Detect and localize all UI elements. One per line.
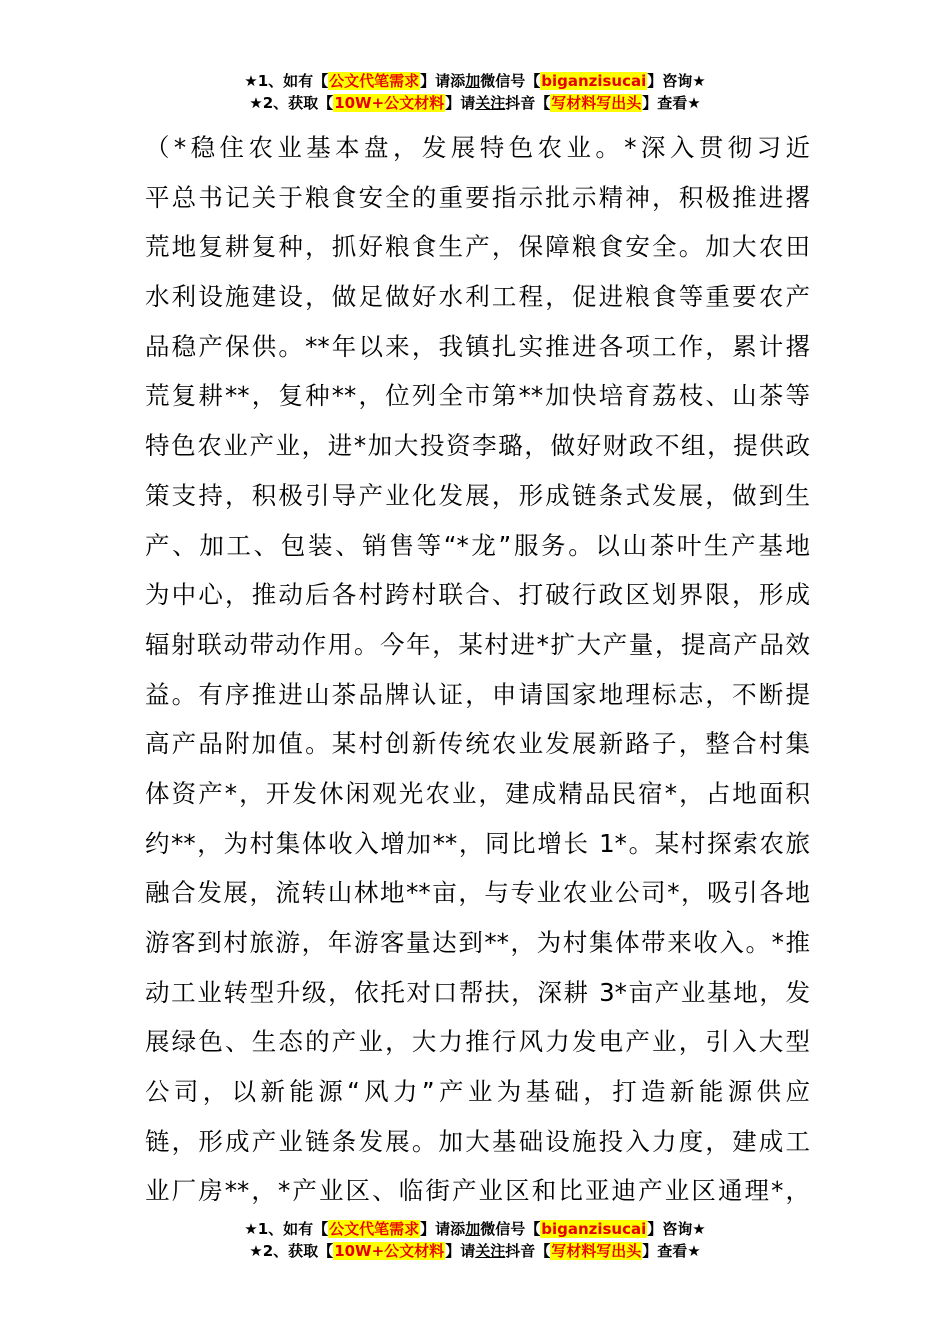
highlight-douyin-account: 写材料写出头 — [551, 1242, 642, 1260]
body-line: 游客到村旅游，年游客量达到**，为村集体带来收入。*推 — [145, 928, 810, 957]
promo-line-1: ★1、如有【公文代笔需求】请添加微信号【biganzisucai】咨询★ — [244, 72, 706, 90]
promo-line-2: ★2、获取【10W+公文材料】请关注抖音【写材料写出头】查看★ — [249, 94, 701, 112]
body-line: 平总书记关于粮食安全的重要指示批示精神，积极推进撂 — [145, 182, 810, 212]
highlight-materials: 10W+公文材料 — [334, 94, 445, 112]
body-line: 益。有序推进山茶品牌认证，申请国家地理标志，不断提 — [145, 679, 810, 709]
promo-line-1: ★1、如有【公文代笔需求】请添加微信号【biganzisucai】咨询★ — [244, 1220, 706, 1238]
body-line: 荒地复耕复种，抓好粮食生产，保障粮食安全。加大农田 — [145, 232, 810, 262]
body-line: 链，形成产业链条发展。加大基础设施投入力度，建成工 — [145, 1126, 810, 1156]
body-line: 体资产*，开发休闲观光农业，建成精品民宿*，占地面积 — [145, 778, 810, 808]
body-line: 水利设施建设，做足做好水利工程，促进粮食等重要农产 — [145, 282, 810, 312]
body-line: 品稳产保供。**年以来，我镇扎实推进各项工作，累计撂 — [145, 331, 810, 361]
highlight-ghostwriting: 公文代笔需求 — [329, 1220, 420, 1238]
body-line: 公司，以新能源“风力”产业为基础，打造新能源供应 — [145, 1077, 810, 1107]
body-line: 动工业转型升级，依托对口帮扶，深耕 3*亩产业基地，发 — [145, 977, 810, 1007]
document-body — [145, 123, 810, 1216]
body-line: 为中心，推动后各村跨村联合、打破行政区划界限，形成 — [145, 580, 810, 610]
body-line: 高产品附加值。某村创新传统农业发展新路子，整合村集 — [145, 729, 810, 759]
body-line: 展绿色、生态的产业，大力推行风力发电产业，引入大型 — [145, 1027, 810, 1057]
body-line: 特色农业产业，进*加大投资李璐，做好财政不组，提供政 — [145, 431, 810, 461]
highlight-douyin-account: 写材料写出头 — [551, 94, 642, 112]
body-line: 产、加工、包装、销售等“*龙”服务。以山茶叶生产基地 — [145, 530, 810, 560]
body-line: 业厂房**，*产业区、临街产业区和比亚迪产业区通理*， — [145, 1176, 810, 1206]
highlight-ghostwriting: 公文代笔需求 — [329, 72, 420, 90]
footer-promo-banner — [0, 1218, 950, 1262]
body-line: 融合发展，流转山林地**亩，与专业农业公司*，吸引各地 — [145, 878, 810, 908]
body-line: 荒复耕**，复种**，位列全市第**加快培育荔枝、山茶等 — [145, 381, 810, 411]
promo-line-2: ★2、获取【10W+公文材料】请关注抖音【写材料写出头】查看★ — [249, 1242, 701, 1260]
header-promo-banner — [0, 70, 950, 114]
highlight-materials: 10W+公文材料 — [334, 1242, 445, 1260]
highlight-wechat-id: biganzisucai — [541, 1220, 647, 1238]
body-line: （*稳住农业基本盘，发展特色农业。*深入贯彻习近 — [145, 133, 810, 162]
highlight-wechat-id: biganzisucai — [541, 72, 647, 90]
body-line: 辐射联动带动作用。今年，某村进*扩大产量，提高产品效 — [145, 629, 810, 659]
body-line: 策支持，积极引导产业化发展，形成链条式发展，做到生 — [145, 480, 810, 510]
body-line: 约**，为村集体收入增加**，同比增长 1*。某村探索农旅 — [145, 828, 810, 858]
